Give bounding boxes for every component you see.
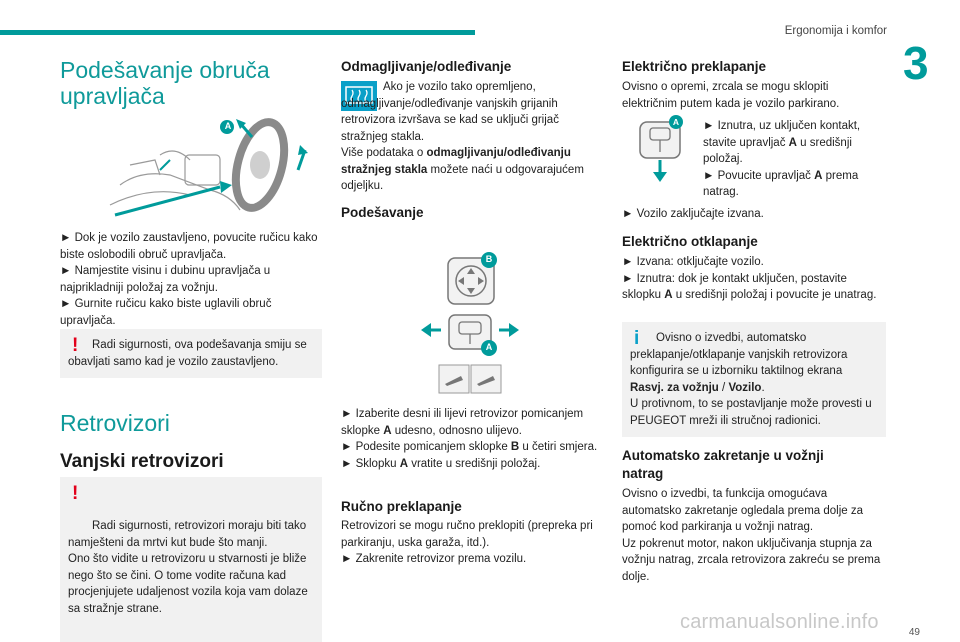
adjust-step-3b: A [399,457,408,470]
adjust-step-3a: ► Sklopku [341,457,400,470]
info-text-1a: Ovisno o izvedbi, automatsko preklapanje/otklapanje vanjskih retrovizora konfigurira se u izborniku taktilnog ekrana [630,332,848,377]
manual-fold-desc: Retrovizori se mogu ručno preklopiti (prepreka pri parkiranju, uska garaža, itd.). [341,520,593,549]
electric-fold-steps [703,118,884,201]
info-text-1 [630,330,878,396]
exterior-mirrors-subtitle: Vanjski retrovizori [60,451,224,472]
electric-fold-step-2c: prema natrag. [703,169,859,198]
warning-icon: ! [72,483,79,504]
defog-text-2c: možete naći u odgovarajućem odjeljku. [341,163,584,192]
auto-tilt-title: Automatsko zakretanje u vožnji natrag [622,448,824,481]
mirror-control-illustration [421,250,601,400]
adjust-steps [341,406,603,472]
defog-text-2a: Više podataka o [341,147,427,159]
mirrors-title: Retrovizori [60,410,170,436]
watermark: carmanualsonline.info [680,611,879,633]
top-accent-bar [0,30,475,35]
chapter-number: 3 [903,37,929,89]
adjust-step-2b: B [510,441,520,453]
electric-unfold-title: Električno otklapanje [622,234,758,249]
electric-fold-step-1a: ► Iznutra, uz uključen kontakt, stavite upravljač [703,120,861,149]
auto-tilt-text: Ovisno o izvedbi, ta funkcija omogućava automatsko zakretanje ogledala prema dolje za pomoć kod parkiranja u vožnji natrag. Uz pokrenut motor, nakon uključivanja stupnja za vožnju natrag, zrcala retrovizora zakreću se prema dolje. [622,488,881,583]
figure-label-a: A [224,121,232,131]
steering-steps [60,230,322,329]
warning-box-1 [60,329,322,378]
figure-label-a: A [672,117,680,127]
info-box [622,322,886,437]
adjust-step-1a: ► Izaberite desni ili lijevi retrovizor pomicanjem sklopke [341,408,584,437]
electric-unfold-step-2 [622,271,884,304]
info-menu-2: Vozilo [728,381,762,394]
warning-icon: ! [72,335,79,356]
manual-fold-text [341,518,603,568]
electric-unfold-steps [622,254,884,304]
adjust-step-3c: vratite u središnji položaj. [408,457,541,470]
warning-text-1: Radi sigurnosti, ova podešavanja smiju se obavljati samo kad je vozilo zaustavljeno. [68,339,307,368]
electric-fold-title: Električno preklapanje [622,59,767,74]
steering-title: Podešavanje obruča upravljača [60,57,270,109]
warning-text-2: Radi sigurnosti, retrovizori moraju biti tako namješteni da mrtvi kut bude što manji. Ono što vidite u retrovizoru u stvarnosti je bliže nego što se čini. O tome vodite računa kad procjenjujete udaljenost vozila koja vam dolaze sa stražnje strane. [68,520,308,615]
electric-unfold-step-1: ► Izvana: otključajte vozilo. [622,256,764,268]
adjust-step-2c: u četiri smjera. [519,441,598,453]
adjust-title: Podešavanje [341,205,424,220]
electric-fold-step-2a: ► Povucite upravljač [703,169,815,182]
info-end: . [761,381,765,394]
electric-fold-step-2b: A [814,169,823,182]
info-text-2: U protivnom, to se postavljanje može provesti u PEUGEOT mreži ili stručnoj radionici. [630,398,872,427]
electric-fold-step-1c: u središnji položaj. [703,136,852,165]
electric-fold-step-1 [703,118,884,168]
steering-column-illustration [100,115,310,225]
figure-label-a: A [485,342,493,352]
defog-title: Odmagljivanje/odleđivanje [341,59,512,74]
defog-text [341,79,603,195]
adjust-step-1b: A [383,424,392,437]
electric-fold-step-1b: A [788,136,797,149]
defog-text-2b: odmagljivanju/odleđivanju stražnjeg stakla [341,147,571,176]
info-icon: i [634,328,640,349]
defog-text-2 [341,145,603,195]
adjust-step-3 [341,456,603,473]
adjust-step-2a: ► Podesite pomicanjem sklopke [341,441,511,453]
warning-box-2 [60,477,322,642]
adjust-step-2 [341,439,603,456]
fold-switch-illustration [632,114,692,184]
steering-step-2: ► Namjestite visinu i dubinu upravljača u najprikladniji položaj za vožnju. [60,265,271,294]
manual-fold-step: ► Zakrenite retrovizor prema vozilu. [341,553,527,565]
electric-unfold-step-2c: u središnji položaj i povucite je unatrag. [672,289,877,301]
defog-text-1: Ako je vozilo tako opremljeno, odmagljivanje/odleđivanje vanjskih grijanih retrovizora izvršava se kad se uključi grijač stražnjeg stakla. [341,81,559,143]
electric-fold-step-3: ► Vozilo zaključajte izvana. [622,208,764,220]
electric-unfold-step-2b: A [664,289,673,301]
section-header: Ergonomija i komfor [784,25,887,37]
figure-label-b: B [485,254,493,264]
page-number: 49 [908,627,920,638]
adjust-step-1c: udesno, odnosno ulijevo. [391,424,522,437]
electric-fold-step-2 [703,168,884,201]
manual-fold-title: Ručno preklapanje [341,499,462,514]
adjust-step-1 [341,406,603,439]
steering-step-3: ► Gurnite ručicu kako biste uglavili obruč upravljača. [60,298,272,327]
steering-step-1: ► Dok je vozilo zaustavljeno, povucite ručicu kako biste oslobodili obruč upravljača. [60,232,318,261]
info-sep: / [718,381,729,394]
info-menu-1: Rasvj. za vožnju [630,381,719,394]
electric-fold-text: Ovisno o opremi, zrcala se mogu sklopiti električnim putem kada je vozilo parkirano. [622,81,840,110]
electric-unfold-step-2a: ► Iznutra: dok je kontakt uključen, postavite sklopku [622,272,847,301]
